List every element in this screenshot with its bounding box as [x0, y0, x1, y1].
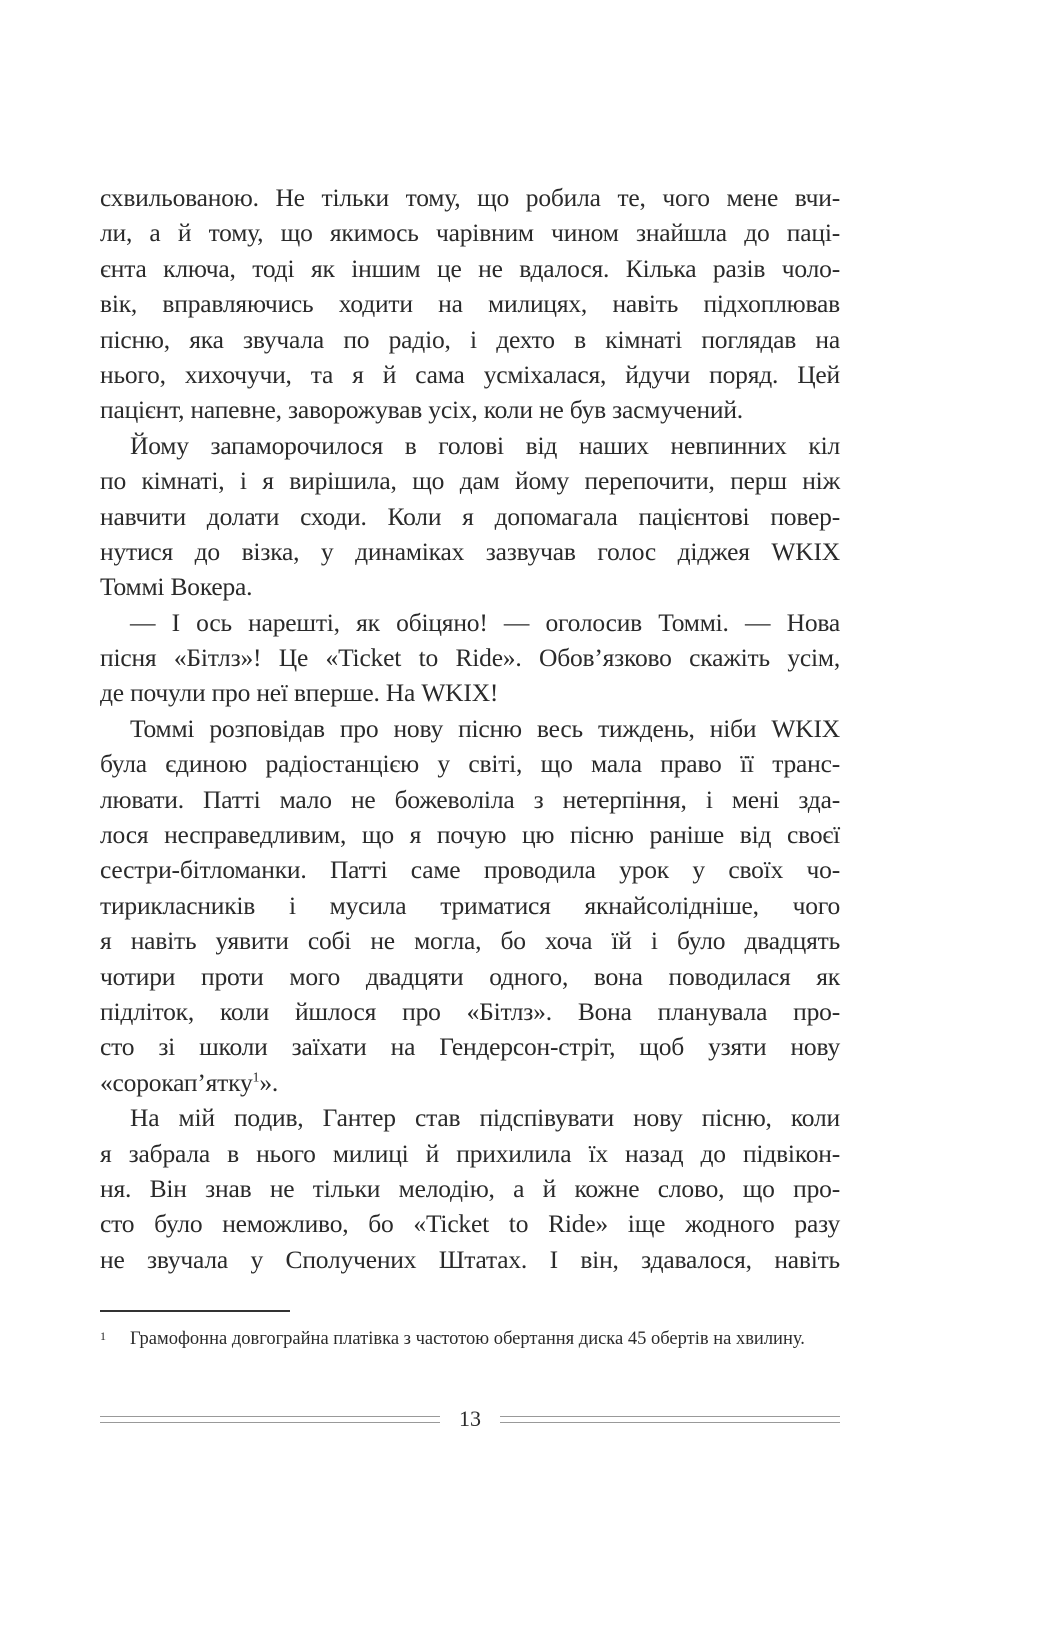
body-text: [100, 180, 840, 1277]
text-line: сестри-бітломанки. Патті саме проводила урок у своїх чо-: [100, 855, 840, 885]
text-line: схвильованою. Не тільки тому, що робила те, чого мене вчи-: [100, 183, 840, 212]
text-line: чотири проти мого двадцяти одного, вона поводилася як: [100, 961, 840, 991]
footnote-reference[interactable]: 1: [252, 1070, 260, 1086]
text-line: я забрала в нього милиці й прихилила їх назад до підвікон-: [100, 1138, 840, 1168]
text-line: не звучала у Сполучених Штатах. І він, здавалося, навіть: [100, 1244, 840, 1274]
text-line: пісня «Бітлз»! Це «Ticket to Ride». Обов’язково скажіть усім,: [100, 643, 840, 673]
text-line: ли, а й тому, що якимось чарівним чином знайшла до паці-: [100, 218, 840, 248]
footnote: [100, 1326, 840, 1353]
text-line: [100, 1065, 840, 1100]
text-line: ня. Він знав не тільки мелодію, а й кожне слово, що про-: [100, 1173, 840, 1203]
text-line: вік, вправляючись ходити на милицях, навіть підхоплював: [100, 289, 840, 319]
footnote-text: Грамофонна довгограйна платівка з частотою обертання диска 45 обертів на хвилину.: [130, 1329, 805, 1349]
text-line: тирикласників і мусила триматися якнайсолідніше, чого: [100, 890, 840, 920]
text-line: нього, хихочучи, та я й сама усміхалася, йдучи поряд. Цей: [100, 359, 840, 389]
text-line: пісню, яка звучала по радіо, і дехто в кімнаті поглядав на: [100, 324, 840, 354]
text-line: єнта ключа, тоді як іншим це не вдалося. Кілька разів чоло-: [100, 253, 840, 283]
text-line: я навіть уявити собі не могла, бо хоча їй і було двадцять: [100, 926, 840, 956]
text-line: Йому запаморочилося в голові від наших невпинних кіл: [130, 430, 840, 460]
text-line: — І ось нарешті, як обіцяно! — оголосив Томмі. — Нова: [130, 607, 840, 637]
text-line: На мій подив, Гантер став підспівувати нову пісню, коли: [130, 1103, 840, 1133]
text-line: де почули про неї вперше. На WKIX!: [100, 678, 499, 708]
page-number: 13: [459, 1406, 481, 1431]
text-line: лювати. Патті мало не божеволіла з нетерпіння, і мені зда-: [100, 784, 840, 814]
footnote-number: 1: [100, 1329, 106, 1343]
text-line: лося несправедливим, що я почую цю пісню раніше від своєї: [100, 820, 840, 850]
page-footer: [100, 1405, 840, 1435]
text-line: була єдиною радіостанцією у світі, що мала право її транс-: [100, 749, 840, 779]
text-line: Томмі Вокера.: [100, 572, 253, 602]
text-line: пацієнт, напевне, заворожував усіх, коли не був засмучений.: [100, 395, 743, 425]
text-line: по кімнаті, і я вирішила, що дам йому перепочити, перш ніж: [100, 466, 840, 496]
text-line: Томмі розповідав про нову пісню весь тиждень, ніби WKIX: [130, 713, 840, 743]
text-fragment: «сорокап’ятку: [100, 1067, 253, 1097]
text-fragment: ».: [259, 1067, 279, 1097]
text-line: навчити долати сходи. Коли я допомагала пацієнтові повер-: [100, 501, 840, 531]
text-line: підліток, коли йшлося про «Бітлз». Вона планувала про-: [100, 996, 840, 1026]
text-line: сто зі школи заїхати на Гендерсон-стріт, щоб узяти нову: [100, 1032, 840, 1062]
text-line: нутися до візка, у динаміках зазвучав голос діджея WKIX: [100, 536, 840, 566]
footer-rule-left: [100, 1416, 440, 1423]
text-line: сто було неможливо, бо «Ticket to Ride» іще жодного разу: [100, 1209, 840, 1239]
footnote-divider: [100, 1310, 290, 1312]
footer-rule-right: [500, 1416, 840, 1423]
